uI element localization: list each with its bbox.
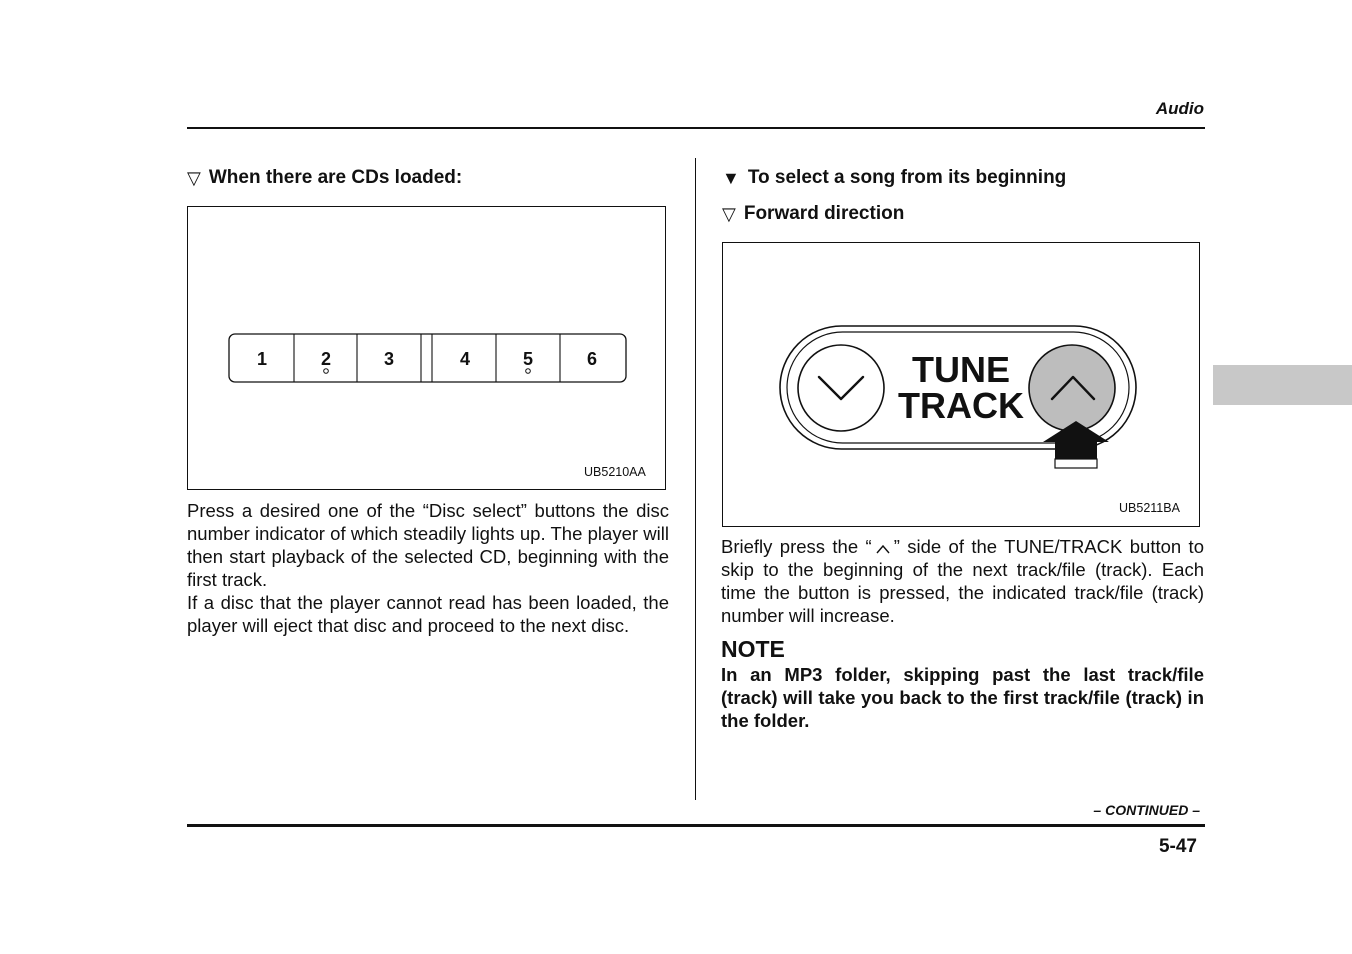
column-divider <box>695 158 696 800</box>
right-heading-1 <box>722 167 1066 189</box>
disc-button-6-label: 6 <box>586 349 598 369</box>
left-heading <box>187 167 462 189</box>
disc-select-illustration <box>188 207 665 489</box>
left-body-text <box>187 499 669 637</box>
tune-track-figure <box>722 242 1200 527</box>
figure-code: UB5211BA <box>1119 501 1180 515</box>
paragraph-end: ” side of the TUNE/TRACK button to skip to the beginning of the next track/file (track). Each time the button is pressed, the indicated track/file (track) number will increase. <box>721 536 1204 626</box>
page-number: 5-47 <box>1158 836 1197 857</box>
disc-button-4-label: 4 <box>459 349 471 369</box>
note-text: In an MP3 folder, skipping past the last track/file (track) will take you back to the first track/file (track) in the folder. <box>721 664 1204 731</box>
disc-button-3-label: 3 <box>383 349 395 369</box>
disc-select-figure <box>187 206 666 490</box>
disc-button-5-label: 5 <box>522 349 534 369</box>
tune-label: TUNE <box>912 349 1010 390</box>
note-title: NOTE <box>721 636 785 662</box>
right-heading-2-text: Forward direction <box>743 203 905 224</box>
open-triangle-marker: ▽ <box>187 167 201 188</box>
paragraph <box>721 535 1204 627</box>
open-triangle-marker: ▽ <box>722 203 736 224</box>
disc-button-2-label: 2 <box>320 349 332 369</box>
track-up-button <box>1029 345 1115 431</box>
continued-label: – CONTINUED – <box>1093 802 1200 818</box>
paragraph-start: Briefly press the “ <box>721 536 872 557</box>
tune-track-illustration <box>723 243 1199 526</box>
paragraph: If a disc that the player cannot read has been loaded, the player will eject that disc and proceed to the next disc. <box>187 592 669 636</box>
disc-button-1-label: 1 <box>256 349 268 369</box>
header-rule <box>187 127 1205 129</box>
track-down-button <box>798 345 884 431</box>
right-heading-1-text: To select a song from its beginning <box>747 167 1067 188</box>
paragraph: Press a desired one of the “Disc select” buttons the disc number indicator of which steadily lights up. The player will then start playback of the selected CD, beginning with the first track. <box>187 500 669 590</box>
chevron-up-icon <box>872 541 894 555</box>
right-heading-2 <box>722 203 904 225</box>
left-heading-text: When there are CDs loaded: <box>208 167 463 188</box>
filled-triangle-marker: ▼ <box>722 167 740 188</box>
figure-code: UB5210AA <box>584 465 646 479</box>
section-title: Audio <box>1155 99 1204 118</box>
right-body-text <box>721 535 1204 627</box>
chapter-side-tab <box>1213 365 1352 405</box>
footer-rule <box>187 824 1205 827</box>
track-label: TRACK <box>898 385 1024 426</box>
